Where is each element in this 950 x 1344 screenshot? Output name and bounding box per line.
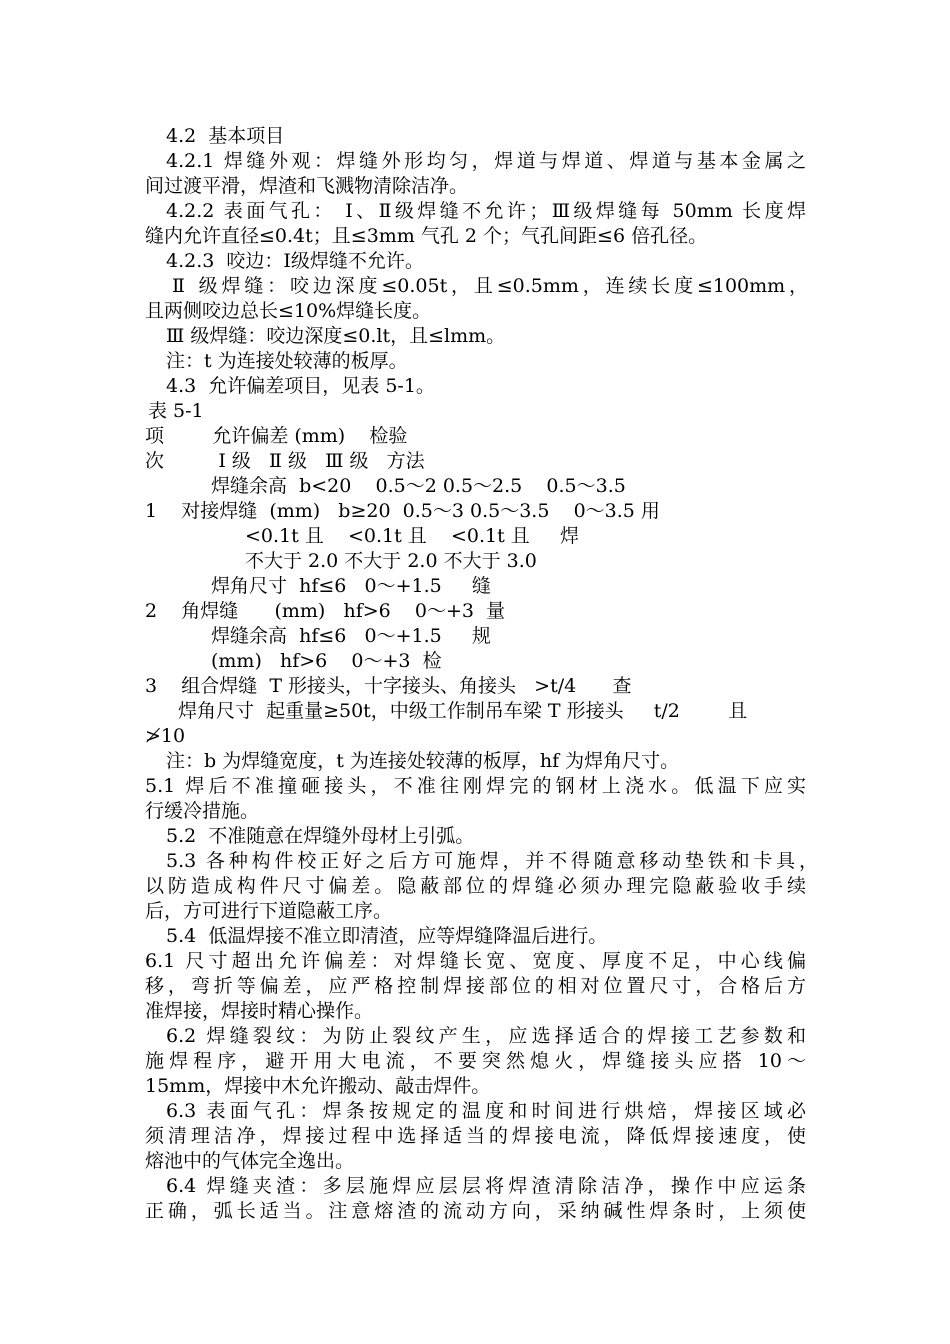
table-line: 2 角焊缝 (mm) hf>6 0～+3 量	[145, 600, 506, 622]
text-line: 5.4 低温焊接不准立即清渣，应等焊缝降温后进行。	[166, 925, 608, 947]
table-line: 不大于 2.0 不大于 2.0 不大于 3.0	[245, 550, 537, 572]
text-line: 5.3 各种构件校正好之后方可施焊，并不得随意移动垫铁和卡具，	[166, 850, 818, 872]
text-line: 后，方可进行下道隐蔽工序。	[145, 900, 393, 922]
table-line: 1 对接焊缝 (mm) b≥20 0.5～3 0.5～3.5 0～3.5 用	[145, 500, 660, 522]
table-line: (mm) hf>6 0～+3 检	[211, 650, 442, 672]
text-line: 4.2.3 咬边：Ⅰ级焊缝不允许。	[166, 250, 424, 272]
text-line: 以防造成构件尺寸偏差。隐蔽部位的焊缝必须办理完隐蔽验收手续	[145, 875, 806, 897]
table-line: 3 组合焊缝 T 形接头，十字接头、角接头 >t/4 查	[145, 675, 632, 697]
table-line: 焊角尺寸 起重量≥50t，中级工作制吊车梁 T 形接头 t/2 且	[178, 700, 748, 722]
text-line: 6.4 焊缝夹渣：多层施焊应层层将焊渣清除洁净，操作中应运条	[166, 1175, 806, 1197]
heading-4-3: 4.3 允许偏差项目，见表 5-1。	[166, 375, 435, 397]
text-line: 移，弯折等偏差，应严格控制焊接部位的相对位置尺寸，合格后方	[145, 975, 806, 997]
text-line: 6.2 焊缝裂纹：为防止裂纹产生，应选择适合的焊接工艺参数和	[166, 1025, 806, 1047]
text-line: 须清理洁净，焊接过程中选择适当的焊接电流，降低焊接速度，使	[145, 1125, 806, 1147]
text-line: 5.1 焊后不准撞砸接头，不准往刚焊完的钢材上浇水。低温下应实	[145, 775, 806, 797]
text-line: Ⅱ 级焊缝：咬边深度≤0.05t，且≤0.5mm，连续长度≤100mm，	[172, 275, 808, 297]
text-line: 间过渡平滑，焊渣和飞溅物清除洁净。	[145, 175, 469, 197]
text-line: 4.2.1 焊缝外观：焊缝外形均匀，焊道与焊道、焊道与基本金属之	[166, 150, 806, 172]
table-line: <0.1t 且 <0.1t 且 <0.1t 且 焊	[245, 525, 579, 547]
table-line: 焊缝余高 hf≤6 0～+1.5 规	[211, 625, 491, 647]
text-line: 15mm，焊接中木允许搬动、敲击焊件。	[145, 1075, 491, 1097]
note-line: 注：b 为焊缝宽度，t 为连接处较薄的板厚，hf 为焊角尺寸。	[166, 750, 680, 772]
text-line: 且两侧咬边总长≤10%焊缝长度。	[145, 300, 432, 322]
text-line: 5.2 不准随意在焊缝外母材上引弧。	[166, 825, 475, 847]
text-line: 4.2.2 表面气孔： Ⅰ、Ⅱ级焊缝不允许；Ⅲ级焊缝每 50mm 长度焊	[166, 200, 806, 222]
table-line: 焊角尺寸 hf≤6 0～+1.5 缝	[211, 575, 491, 597]
note-line: 注：t 为连接处较薄的板厚。	[166, 350, 408, 372]
text-line: 正确，弧长适当。注意熔渣的流动方向，采纳碱性焊条时，上须使	[145, 1200, 806, 1222]
table-caption: 表 5-1	[148, 400, 204, 422]
table-line: 项 允许偏差 (mm) 检验	[145, 425, 408, 447]
table-line: ≯10	[145, 725, 186, 747]
table-line: 次 Ⅰ 级 Ⅱ 级 Ⅲ 级 方法	[145, 450, 425, 472]
text-line: 6.1 尺寸超出允许偏差：对焊缝长宽、宽度、厚度不足，中心线偏	[145, 950, 806, 972]
text-line: 熔池中的气体完全逸出。	[145, 1150, 355, 1172]
text-line: 6.3 表面气孔：焊条按规定的温度和时间进行烘焙，焊接区域必	[166, 1100, 806, 1122]
text-line: Ⅲ 级焊缝：咬边深度≤0.lt，且≤lmm。	[166, 325, 506, 347]
text-line: 施焊程序，避开用大电流，不要突然熄火，焊缝接头应搭 10～	[145, 1050, 806, 1072]
text-line: 行缓冷措施。	[145, 800, 260, 822]
table-line: 焊缝余高 b<20 0.5～2 0.5～2.5 0.5～3.5	[211, 475, 626, 497]
heading-4-2: 4.2 基本项目	[166, 125, 285, 147]
text-line: 准焊接，焊接时精心操作。	[145, 1000, 374, 1022]
text-line: 缝内允许直径≤0.4t；且≤3mm 气孔 2 个；气孔间距≤6 倍孔径。	[145, 225, 708, 247]
